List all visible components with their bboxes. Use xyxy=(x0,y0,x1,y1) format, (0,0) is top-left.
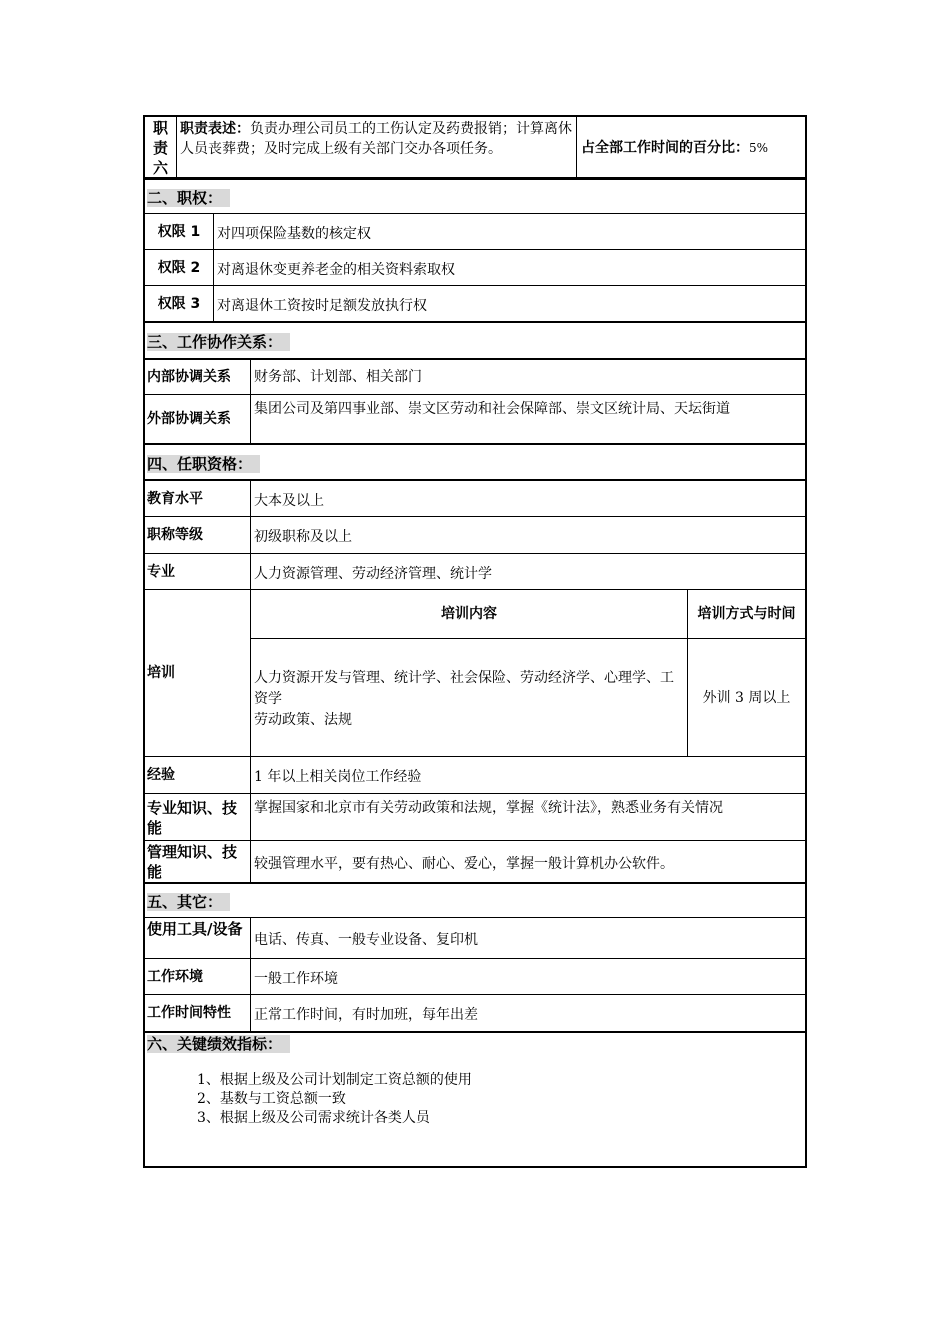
duty6-desc-label: 职责表述： xyxy=(180,121,250,137)
kpi-item-1: 1、根据上级及公司计划制定工资总额的使用 xyxy=(197,1072,472,1088)
management-knowledge-label: 管理知识、技能 xyxy=(147,843,238,881)
title-level-label: 职称等级 xyxy=(147,527,203,543)
section3-title: 三、工作协作关系： xyxy=(147,333,290,351)
training-method: 外训 3 周以上 xyxy=(702,689,791,706)
duty6-description xyxy=(180,119,576,159)
professional-knowledge-label: 专业知识、技能 xyxy=(147,799,238,837)
training-content-line-2: 劳动政策、法规 xyxy=(254,712,352,728)
kpi-item-2: 2、基数与工资总额一致 xyxy=(197,1091,346,1107)
internal-coordination-row xyxy=(143,358,807,394)
duty6-pct-value: 5% xyxy=(749,140,769,155)
education-row xyxy=(143,479,807,516)
section6-title: 六、关键绩效指标： xyxy=(147,1035,290,1053)
kpi-list xyxy=(197,1071,757,1128)
training-content-line-1: 人力资源开发与管理、统计学、社会保险、劳动经济学、心理学、工资学 xyxy=(254,670,674,707)
environment-row xyxy=(143,958,807,994)
experience-label: 经验 xyxy=(147,767,175,783)
authority-1-label: 权限 1 xyxy=(157,223,201,240)
external-text: 集团公司及第四事业部、崇文区劳动和社会保障部、崇文区统计局、天坛街道 xyxy=(254,401,730,417)
duty6-label: 职 责 六 xyxy=(152,118,168,177)
training-row xyxy=(143,589,807,756)
major-text: 人力资源管理、劳动经济管理、统计学 xyxy=(254,565,492,582)
authority-row-3 xyxy=(143,285,807,321)
tools-text: 电话、传真、一般专业设备、复印机 xyxy=(254,932,478,948)
duty6-pct-label: 占全部工作时间的百分比： xyxy=(581,139,749,156)
authority-1-text: 对四项保险基数的核定权 xyxy=(217,225,371,242)
duty6-row xyxy=(143,115,807,178)
professional-knowledge-text: 掌握国家和北京市有关劳动政策和法规，掌握《统计法》，熟悉业务有关情况 xyxy=(254,800,723,816)
major-label: 专业 xyxy=(147,563,175,580)
external-label: 外部协调关系 xyxy=(147,411,231,427)
education-label: 教育水平 xyxy=(147,490,203,507)
internal-text: 财务部、计划部、相关部门 xyxy=(254,369,422,385)
training-content xyxy=(254,668,684,731)
authority-row-1 xyxy=(143,213,807,249)
title-level-row xyxy=(143,516,807,553)
education-text: 大本及以上 xyxy=(254,492,324,509)
kpi-item-3: 3、根据上级及公司需求统计各类人员 xyxy=(197,1110,430,1126)
management-knowledge-text: 较强管理水平，要有热心、耐心、爱心，掌握一般计算机办公软件。 xyxy=(254,855,674,872)
section5-title: 五、其它： xyxy=(147,893,230,911)
professional-knowledge-row xyxy=(143,793,807,840)
authority-2-text: 对离退休变更养老金的相关资料索取权 xyxy=(217,261,455,278)
training-label: 培训 xyxy=(147,665,175,681)
section4-title: 四、任职资格： xyxy=(147,455,260,473)
section6-block xyxy=(143,1031,807,1168)
tools-row xyxy=(143,917,807,958)
work-time-row xyxy=(143,994,807,1031)
management-knowledge-row xyxy=(143,840,807,882)
authority-2-label: 权限 2 xyxy=(157,259,201,276)
experience-row xyxy=(143,756,807,793)
authority-3-text: 对离退休工资按时足额发放执行权 xyxy=(217,297,427,314)
work-time-label: 工作时间特性 xyxy=(147,1005,231,1021)
tools-label: 使用工具/设备 xyxy=(147,920,243,938)
authority-3-label: 权限 3 xyxy=(157,295,201,312)
environment-label: 工作环境 xyxy=(147,968,203,985)
internal-label: 内部协调关系 xyxy=(147,369,231,385)
environment-text: 一般工作环境 xyxy=(254,970,338,987)
section2-title: 二、职权： xyxy=(147,189,230,207)
work-time-text: 正常工作时间，有时加班，每年出差 xyxy=(254,1007,478,1023)
section2-header xyxy=(143,178,807,213)
section5-header xyxy=(143,882,807,917)
authority-row-2 xyxy=(143,249,807,285)
duty6-percentage xyxy=(581,117,805,178)
training-method-header: 培训方式与时间 xyxy=(697,606,796,622)
external-coordination-row xyxy=(143,394,807,443)
section3-header xyxy=(143,321,807,358)
section4-header xyxy=(143,443,807,479)
duty6-desc-text: 负责办理公司员工的工伤认定及药费报销；计算离休人员丧葬费；及时完成上级有关部门交办各项任务。 xyxy=(180,121,572,157)
experience-text: 1 年以上相关岗位工作经验 xyxy=(254,769,422,785)
title-level-text: 初级职称及以上 xyxy=(254,529,352,545)
training-content-header: 培训内容 xyxy=(441,606,497,622)
major-row xyxy=(143,553,807,589)
